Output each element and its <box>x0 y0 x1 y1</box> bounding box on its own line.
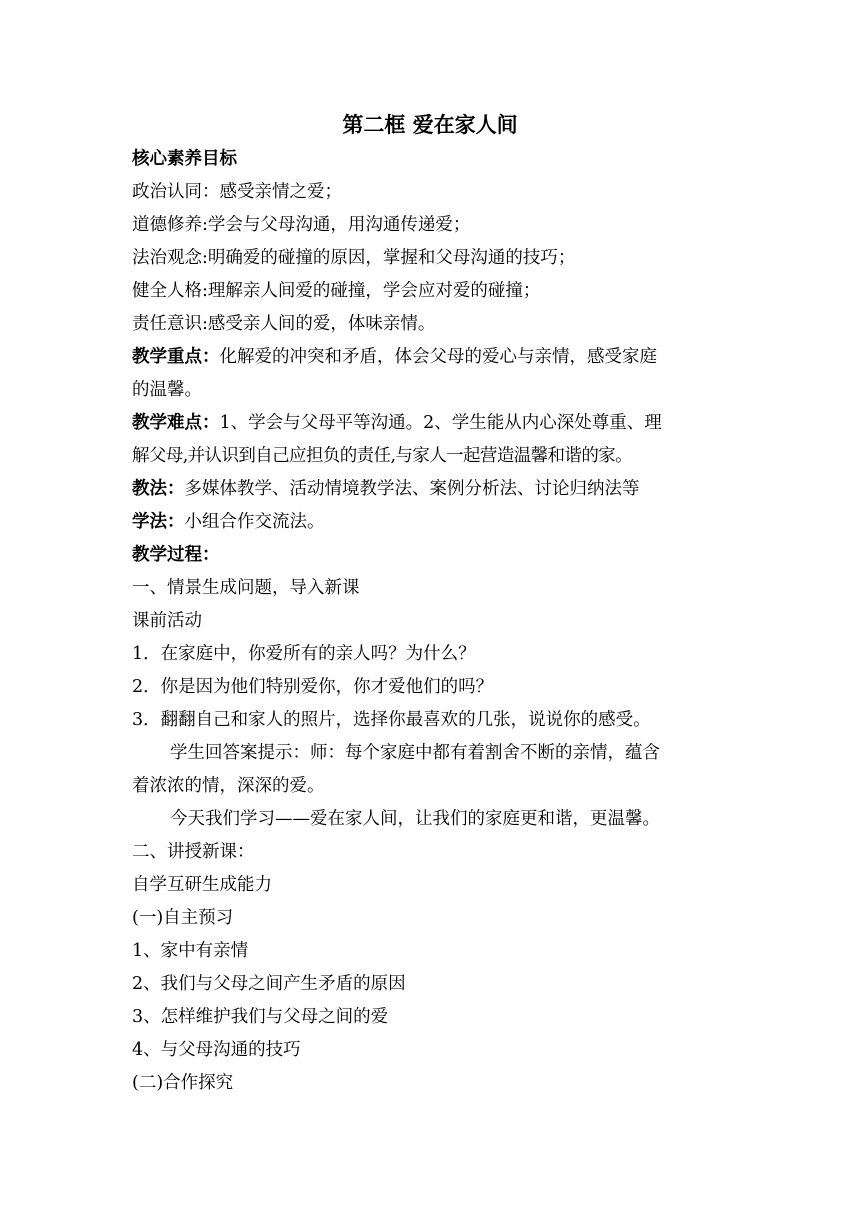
key-point-cont: 的温馨。 <box>132 380 202 400</box>
core-item-2: 道德修养:学会与父母沟通，用沟通传递爱； <box>132 215 471 235</box>
core-item-4: 健全人格:理解亲人间爱的碰撞，学会应对爱的碰撞； <box>132 281 541 301</box>
learn-label: 学法： <box>132 512 185 532</box>
learn-text: 小组合作交流法。 <box>184 512 325 532</box>
core-item-3: 法治观念:明确爱的碰撞的原因，掌握和父母沟通的技巧； <box>132 248 576 268</box>
section-1-heading: 一、情景生成问题，导入新课 <box>132 578 360 598</box>
difficulty <box>132 407 732 440</box>
difficulty-text: 1、学会与父母平等沟通。2、学生能从内心深处尊重、理 <box>219 413 662 433</box>
teaching-method <box>132 473 732 506</box>
method-text: 多媒体教学、活动情境教学法、案例分析法、讨论归纳法等 <box>184 479 640 499</box>
answer-hint: 学生回答案提示：师：每个家庭中都有着割舍不断的亲情，蕴含 <box>170 743 660 763</box>
section-2-heading: 二、讲授新课： <box>132 842 255 862</box>
preview-item-3: 3、怎样维护我们与父母之间的爱 <box>132 1007 389 1027</box>
core-item-1: 政治认同：感受亲情之爱； <box>132 182 342 202</box>
preview-item-4: 4、与父母沟通的技巧 <box>132 1040 301 1060</box>
today-intro: 今天我们学习——爱在家人间，让我们的家庭更和谐，更温馨。 <box>170 809 660 829</box>
key-point-label: 教学重点： <box>132 347 220 367</box>
difficulty-label: 教学难点： <box>132 413 220 433</box>
subsection-2-heading: (二)合作探究 <box>132 1073 234 1093</box>
learning-method <box>132 506 732 539</box>
pre-activity-label: 课前活动 <box>132 611 202 631</box>
question-1: 1．在家庭中，你爱所有的亲人吗？为什么？ <box>132 644 476 664</box>
subsection-1-heading: (一)自主预习 <box>132 908 234 928</box>
question-3: 3．翻翻自己和家人的照片，选择你最喜欢的几张，说说你的感受。 <box>132 710 651 730</box>
preview-item-2: 2、我们与父母之间产生矛盾的原因 <box>132 974 406 994</box>
method-label: 教法： <box>132 479 185 499</box>
preview-item-1: 1、家中有亲情 <box>132 941 249 961</box>
key-point-text: 化解爱的冲突和矛盾，体会父母的爱心与亲情，感受家庭 <box>219 347 657 367</box>
difficulty-cont: 解父母,并认识到自己应担负的责任,与家人一起营造温馨和谐的家。 <box>132 446 633 466</box>
core-item-5: 责任意识:感受亲人间的爱，体味亲情。 <box>132 314 436 334</box>
core-heading: 核心素养目标 <box>132 149 237 169</box>
self-study-heading: 自学互研生成能力 <box>132 875 272 895</box>
key-point <box>132 341 732 374</box>
process-heading: 教学过程： <box>132 545 220 565</box>
question-2: 2．你是因为他们特别爱你，你才爱他们的吗？ <box>132 677 494 697</box>
page-title: 第二框 爱在家人间 <box>342 113 518 137</box>
answer-hint-cont: 着浓浓的情，深深的爱。 <box>132 776 325 796</box>
